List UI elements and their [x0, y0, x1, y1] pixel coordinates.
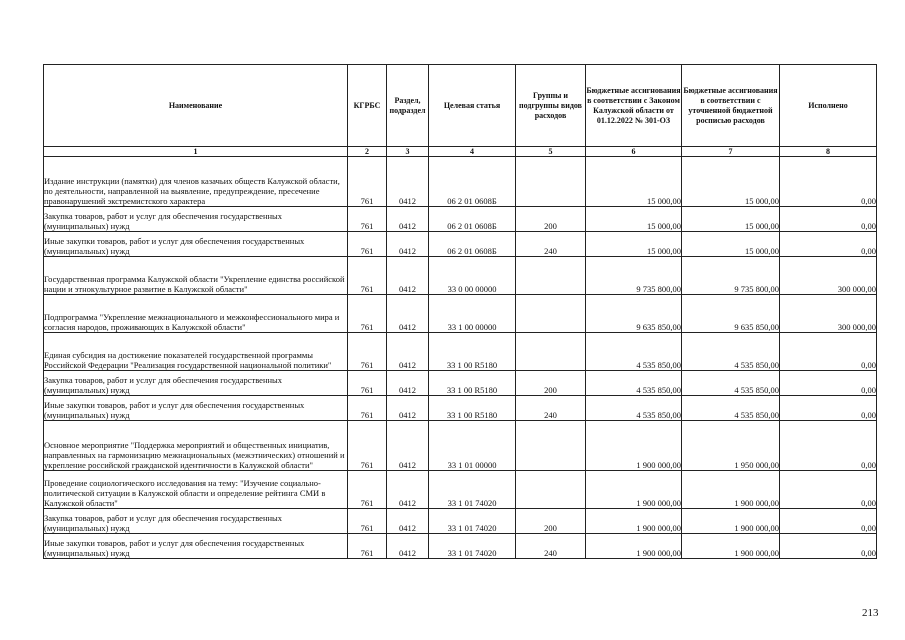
table-row: [44, 371, 877, 396]
row-kgrbs: 761: [348, 471, 387, 509]
row-executed-amount: 0,00: [780, 333, 877, 371]
row-expense-group: [516, 471, 586, 509]
row-refined-amount: 15 000,00: [682, 157, 780, 207]
page-number: 213: [862, 607, 879, 619]
row-section: 0412: [387, 232, 429, 257]
row-name: Единая субсидия на достижение показателей государственной программы Российской Федерации "Реализация государственной национальной политики": [44, 333, 348, 371]
row-target-article: 06 2 01 0608Б: [429, 157, 516, 207]
row-expense-group: [516, 157, 586, 207]
table-row: [44, 396, 877, 421]
table-row: [44, 257, 877, 295]
row-executed-amount: 0,00: [780, 371, 877, 396]
header-name: Наименование: [44, 65, 348, 147]
table-row: [44, 157, 877, 207]
row-kgrbs: 761: [348, 257, 387, 295]
row-kgrbs: 761: [348, 371, 387, 396]
row-law-amount: 4 535 850,00: [586, 396, 682, 421]
row-law-amount: 1 900 000,00: [586, 509, 682, 534]
header-row: [44, 65, 877, 147]
header-group: Группы и подгруппы видов расходов: [516, 65, 586, 147]
row-law-amount: 1 900 000,00: [586, 421, 682, 471]
table-row: [44, 509, 877, 534]
row-refined-amount: 1 950 000,00: [682, 421, 780, 471]
row-name: Иные закупки товаров, работ и услуг для обеспечения государственных (муниципальных) нужд: [44, 232, 348, 257]
row-law-amount: 1 900 000,00: [586, 471, 682, 509]
table-row: [44, 333, 877, 371]
row-target-article: 33 1 00 R5180: [429, 371, 516, 396]
row-refined-amount: 1 900 000,00: [682, 534, 780, 559]
row-section: 0412: [387, 371, 429, 396]
row-expense-group: 200: [516, 207, 586, 232]
row-kgrbs: 761: [348, 232, 387, 257]
row-section: 0412: [387, 534, 429, 559]
row-law-amount: 4 535 850,00: [586, 371, 682, 396]
header-target: Целевая статья: [429, 65, 516, 147]
row-executed-amount: 0,00: [780, 157, 877, 207]
budget-table: [43, 64, 877, 559]
row-expense-group: 240: [516, 232, 586, 257]
row-target-article: 33 1 01 74020: [429, 534, 516, 559]
column-number-row: [44, 147, 877, 157]
row-law-amount: 4 535 850,00: [586, 333, 682, 371]
table-row: [44, 471, 877, 509]
row-target-article: 33 1 00 R5180: [429, 396, 516, 421]
row-law-amount: 9 735 800,00: [586, 257, 682, 295]
row-expense-group: 200: [516, 509, 586, 534]
row-kgrbs: 761: [348, 396, 387, 421]
row-executed-amount: 300 000,00: [780, 295, 877, 333]
row-section: 0412: [387, 257, 429, 295]
row-law-amount: 15 000,00: [586, 207, 682, 232]
row-kgrbs: 761: [348, 333, 387, 371]
row-expense-group: 240: [516, 534, 586, 559]
row-target-article: 33 1 01 00000: [429, 421, 516, 471]
column-number: 6: [586, 147, 682, 157]
row-refined-amount: 4 535 850,00: [682, 333, 780, 371]
row-executed-amount: 300 000,00: [780, 257, 877, 295]
row-target-article: 06 2 01 0608Б: [429, 207, 516, 232]
row-name: Закупка товаров, работ и услуг для обеспечения государственных (муниципальных) нужд: [44, 509, 348, 534]
row-name: Иные закупки товаров, работ и услуг для обеспечения государственных (муниципальных) нужд: [44, 396, 348, 421]
row-section: 0412: [387, 421, 429, 471]
row-expense-group: [516, 295, 586, 333]
row-target-article: 33 1 00 R5180: [429, 333, 516, 371]
row-executed-amount: 0,00: [780, 396, 877, 421]
row-expense-group: [516, 257, 586, 295]
table-row: [44, 295, 877, 333]
column-number: 3: [387, 147, 429, 157]
row-kgrbs: 761: [348, 157, 387, 207]
row-refined-amount: 1 900 000,00: [682, 509, 780, 534]
header-law: Бюджетные ассигнования в соответствии с Законом Калужской области от 01.12.2022 № 301-ОЗ: [586, 65, 682, 147]
row-section: 0412: [387, 333, 429, 371]
column-number: 5: [516, 147, 586, 157]
column-number: 4: [429, 147, 516, 157]
row-law-amount: 1 900 000,00: [586, 534, 682, 559]
row-executed-amount: 0,00: [780, 232, 877, 257]
row-refined-amount: 9 735 800,00: [682, 257, 780, 295]
header-kgrbs: КГРБС: [348, 65, 387, 147]
row-target-article: 33 0 00 00000: [429, 257, 516, 295]
row-expense-group: [516, 333, 586, 371]
row-name: Государственная программа Калужской области "Укрепление единства российской нации и этнокультурное развитие в Калужской области": [44, 257, 348, 295]
row-section: 0412: [387, 207, 429, 232]
row-refined-amount: 9 635 850,00: [682, 295, 780, 333]
table-row: [44, 534, 877, 559]
row-name: Проведение социологического исследования на тему: "Изучение социально-политической ситуации в Калужской области и определение рейтинга СМИ в Калужской области": [44, 471, 348, 509]
row-kgrbs: 761: [348, 295, 387, 333]
row-executed-amount: 0,00: [780, 534, 877, 559]
row-section: 0412: [387, 471, 429, 509]
row-expense-group: [516, 421, 586, 471]
row-executed-amount: 0,00: [780, 471, 877, 509]
row-target-article: 33 1 00 00000: [429, 295, 516, 333]
row-law-amount: 9 635 850,00: [586, 295, 682, 333]
header-section: Раздел, подраздел: [387, 65, 429, 147]
row-law-amount: 15 000,00: [586, 157, 682, 207]
row-refined-amount: 15 000,00: [682, 207, 780, 232]
column-number: 2: [348, 147, 387, 157]
row-name: Основное мероприятие "Поддержка мероприятий и общественных инициатив, направленных на гармонизацию межнациональных (межэтнических) отношений и укрепление российской гражданской идентичности в Калужской области": [44, 421, 348, 471]
column-number: 1: [44, 147, 348, 157]
table-row: [44, 232, 877, 257]
table-row: [44, 207, 877, 232]
row-refined-amount: 1 900 000,00: [682, 471, 780, 509]
row-executed-amount: 0,00: [780, 509, 877, 534]
row-kgrbs: 761: [348, 207, 387, 232]
row-refined-amount: 4 535 850,00: [682, 396, 780, 421]
row-expense-group: 240: [516, 396, 586, 421]
row-section: 0412: [387, 396, 429, 421]
row-refined-amount: 4 535 850,00: [682, 371, 780, 396]
row-law-amount: 15 000,00: [586, 232, 682, 257]
row-refined-amount: 15 000,00: [682, 232, 780, 257]
row-expense-group: 200: [516, 371, 586, 396]
row-name: Подпрограмма "Укрепление межнационального и межконфессионального мира и согласия народов, проживающих в Калужской области": [44, 295, 348, 333]
row-kgrbs: 761: [348, 421, 387, 471]
row-name: Иные закупки товаров, работ и услуг для обеспечения государственных (муниципальных) нужд: [44, 534, 348, 559]
table-row: [44, 421, 877, 471]
row-name: Издание инструкции (памятки) для членов казачьих обществ Калужской области, по деятельности, направленной на выявление, предупреждение, пресечение правонарушений экстремистского характера: [44, 157, 348, 207]
header-refined: Бюджетные ассигнования в соответствии с уточненной бюджетной росписью расходов: [682, 65, 780, 147]
row-executed-amount: 0,00: [780, 207, 877, 232]
row-name: Закупка товаров, работ и услуг для обеспечения государственных (муниципальных) нужд: [44, 207, 348, 232]
column-number: 7: [682, 147, 780, 157]
row-target-article: 06 2 01 0608Б: [429, 232, 516, 257]
column-number: 8: [780, 147, 877, 157]
table-body: [44, 157, 877, 559]
row-section: 0412: [387, 157, 429, 207]
row-section: 0412: [387, 295, 429, 333]
row-target-article: 33 1 01 74020: [429, 509, 516, 534]
row-kgrbs: 761: [348, 534, 387, 559]
row-kgrbs: 761: [348, 509, 387, 534]
row-section: 0412: [387, 509, 429, 534]
row-executed-amount: 0,00: [780, 421, 877, 471]
header-done: Исполнено: [780, 65, 877, 147]
row-name: Закупка товаров, работ и услуг для обеспечения государственных (муниципальных) нужд: [44, 371, 348, 396]
row-target-article: 33 1 01 74020: [429, 471, 516, 509]
